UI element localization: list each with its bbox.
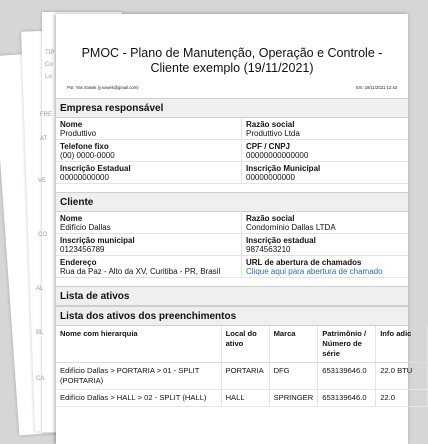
fragment: AT [40, 136, 48, 142]
empresa-fields [56, 118, 408, 184]
table-row [56, 363, 428, 390]
field-value: Produttivo [60, 129, 97, 138]
table-cell: Edifício Dallas > HALL > 02 - SPLIT (HALL) [56, 390, 221, 407]
section-heading-empresa: Empresa responsável [56, 98, 408, 118]
table-header-row [56, 326, 428, 363]
table-row [56, 390, 428, 407]
field-value: 00000000000 [60, 173, 109, 182]
field-url-chamados [242, 256, 408, 278]
field-inscricao-municipal [242, 162, 408, 184]
section-heading-cliente: Cliente [56, 192, 408, 212]
column-header: Patrimônio / Número de série [318, 326, 376, 363]
field-nome [56, 212, 242, 234]
field-value: 0123456789 [60, 245, 105, 254]
column-header: Info adic [376, 326, 428, 363]
document-meta [56, 85, 408, 90]
field-label: Razão social [246, 120, 295, 129]
fragment: CA [36, 376, 45, 382]
field-label: CPF / CNPJ [246, 142, 291, 151]
field-value: Rua da Paz - Alto da XV, Curitiba - PR, Brasil [60, 267, 221, 276]
table-cell: HALL [221, 390, 269, 407]
field-label: Inscrição Estadual [60, 164, 131, 173]
fragment: CO [38, 232, 47, 238]
table-cell: 653139646.0 [318, 390, 376, 407]
date-line: Em: 19/11/2021 12:43 [356, 85, 397, 90]
table-cell: SPRINGER [269, 390, 318, 407]
field-telefone [56, 140, 242, 162]
table-cell: 22.0 BTU [376, 363, 428, 390]
table-cell: 22.0 [376, 390, 428, 407]
table-cell: Edifício Dallas > PORTARIA > 01 - SPLIT (PORTARIA) [56, 363, 221, 390]
field-label: Inscrição Municipal [246, 164, 321, 173]
field-inscricao-municipal [56, 234, 242, 256]
field-inscricao-estadual [56, 162, 242, 184]
fragment: VE [38, 178, 47, 184]
document-title: PMOC - Plano de Manutenção, Operação e Controle - Cliente exemplo (19/11/2021) [81, 46, 383, 75]
fragment: FRE [40, 112, 52, 118]
assets-table [56, 326, 428, 407]
field-value: 00000000000 [246, 173, 295, 182]
fragment: Lo [45, 74, 52, 80]
field-label: Endereço [60, 258, 97, 267]
field-razao-social [242, 212, 408, 234]
column-header: Nome com hierarquia [56, 326, 221, 363]
section-heading-ativos-preenchimentos: Lista dos ativos dos preenchimentos [56, 306, 408, 326]
field-cpf-cnpj [242, 140, 408, 162]
column-header: Marca [269, 326, 318, 363]
field-value: (00) 0000-0000 [60, 151, 115, 160]
fragment: BL [36, 330, 44, 336]
field-endereco [56, 256, 242, 278]
fragment: Co [45, 62, 53, 68]
field-value: 9874563210 [246, 245, 291, 254]
field-value: Produttivo Ltda [246, 129, 300, 138]
field-nome [56, 118, 242, 140]
author-line: Por: Yas Sowek (y.sowek@gmail.com) [67, 85, 139, 90]
field-value: 00000000000000 [246, 151, 309, 160]
field-label: Inscrição municipal [60, 236, 135, 245]
table-cell: 653139646.0 [318, 363, 376, 390]
field-value: Edifício Dallas [60, 223, 111, 232]
field-razao-social [242, 118, 408, 140]
fragment: AL [36, 286, 44, 292]
fragment: TIP [45, 50, 55, 56]
column-header: Local do ativo [221, 326, 269, 363]
document-page [56, 14, 413, 444]
cliente-fields [56, 212, 408, 278]
section-heading-ativos: Lista de ativos [56, 286, 408, 306]
field-label: URL de abertura de chamados [246, 258, 362, 267]
field-label: Nome [60, 120, 83, 129]
field-value: Condomínio Dallas LTDA [246, 223, 336, 232]
table-cell: DFG [269, 363, 318, 390]
open-ticket-link[interactable]: Clique aqui para abertura de chamado [246, 267, 383, 276]
table-cell: PORTARIA [221, 363, 269, 390]
field-label: Nome [60, 214, 83, 223]
field-label: Telefone fixo [60, 142, 109, 151]
field-label: Inscrição estadual [246, 236, 316, 245]
field-inscricao-estadual [242, 234, 408, 256]
field-label: Razão social [246, 214, 295, 223]
